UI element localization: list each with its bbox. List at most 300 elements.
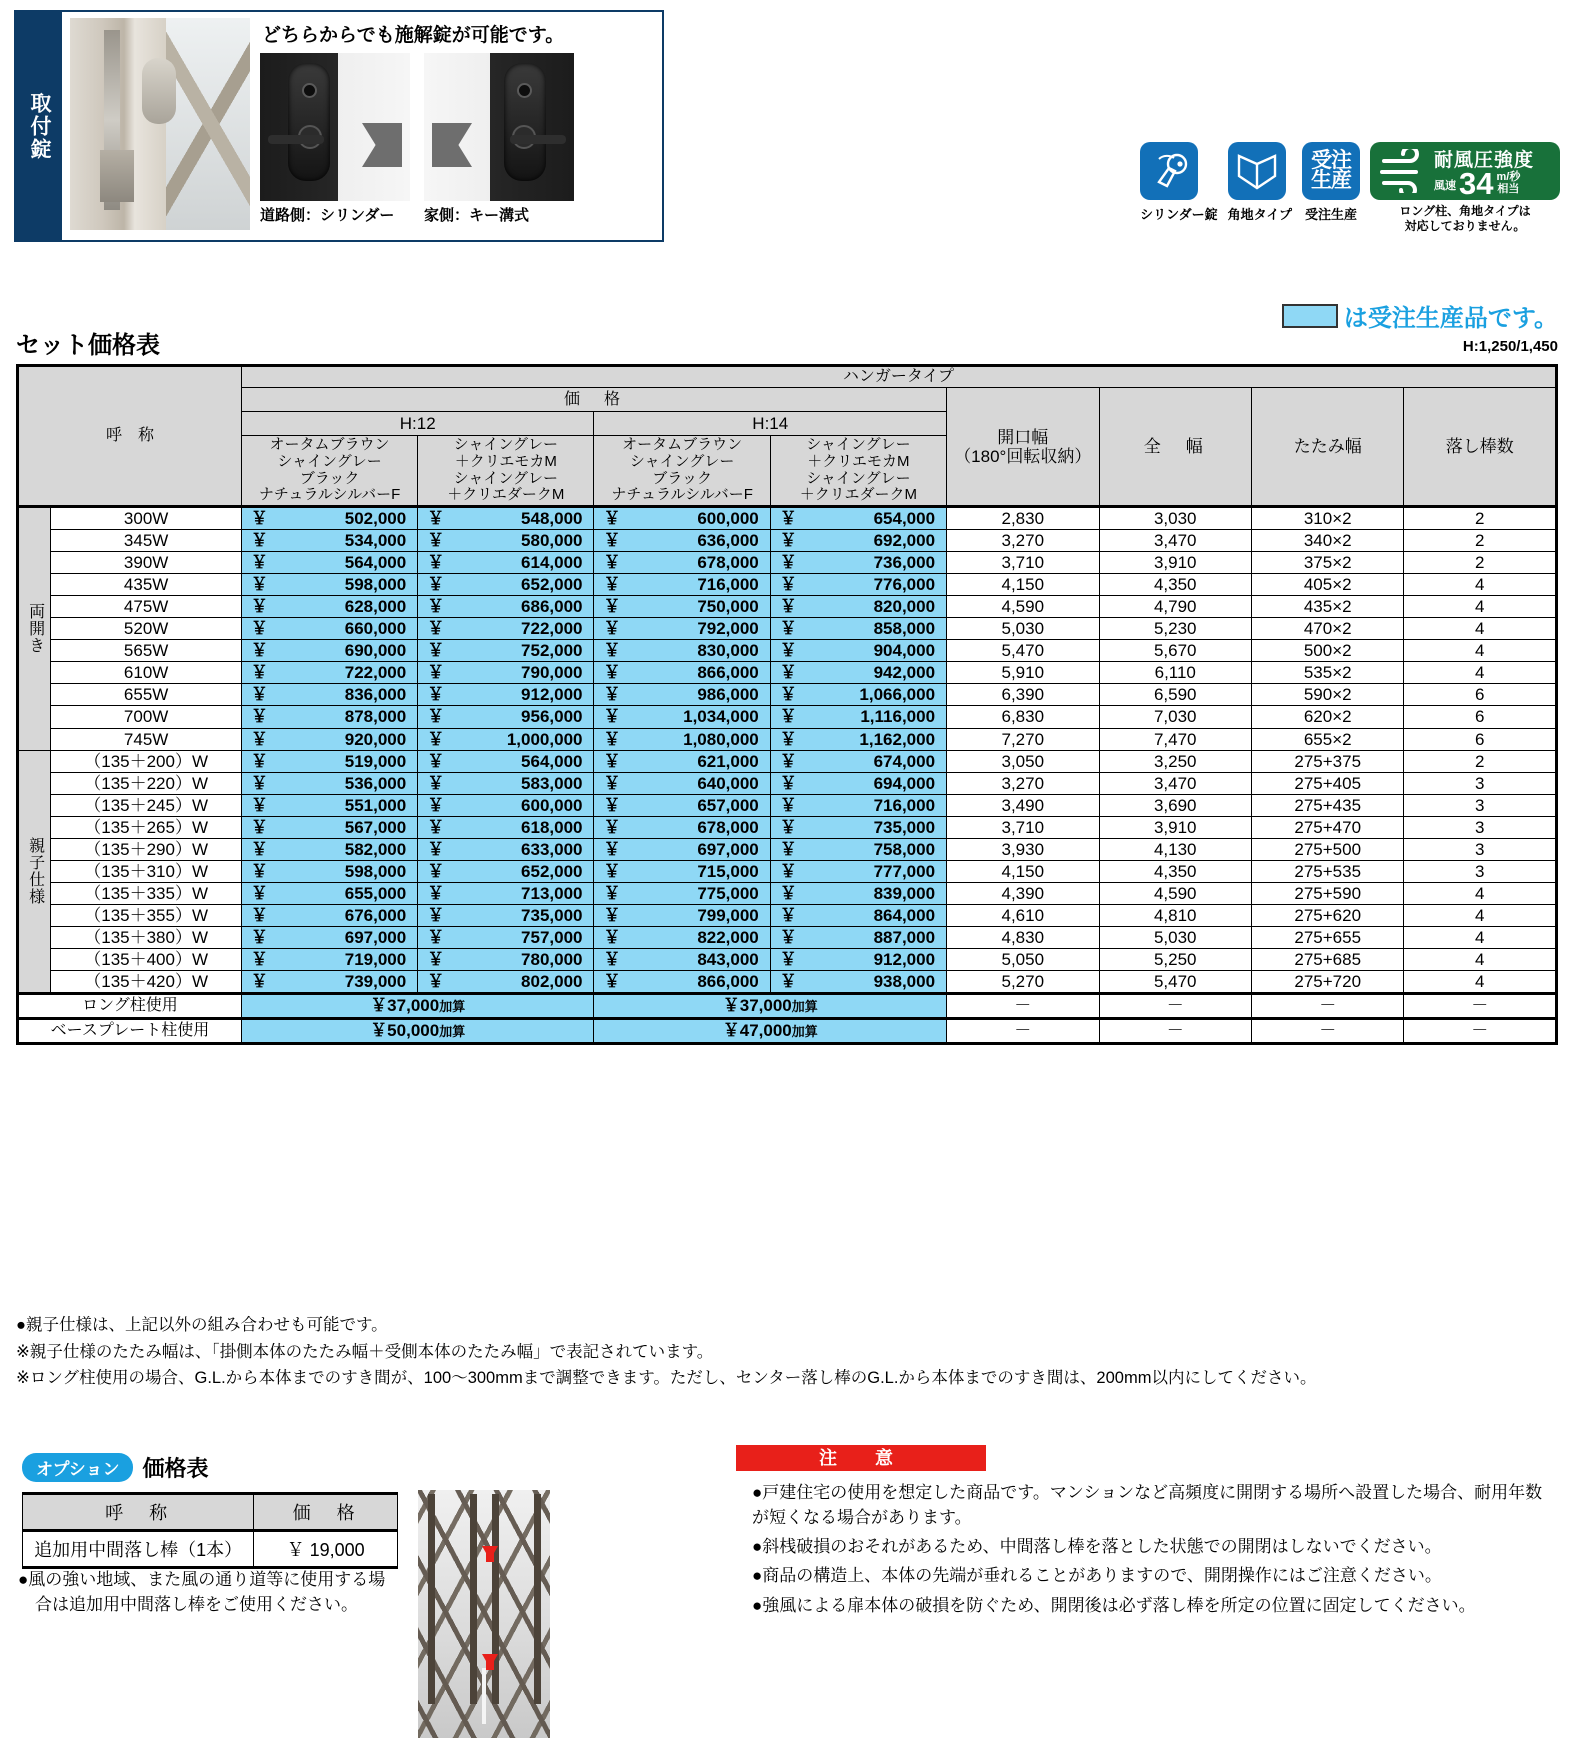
price-cell: ￥ 820,000 [770, 596, 946, 618]
table-row [18, 772, 1557, 794]
total-width-cell: 4,590 [1099, 882, 1251, 904]
opening-width-cell: 3,050 [947, 750, 1099, 772]
price-cell: ￥ 722,000 [241, 662, 417, 684]
fold-width-cell: 470×2 [1251, 618, 1403, 640]
price-cell: ￥ 652,000 [418, 574, 594, 596]
price-cell: ￥ 580,000 [418, 530, 594, 552]
price-cell: ￥ 660,000 [241, 618, 417, 640]
total-width-cell: 4,350 [1099, 860, 1251, 882]
row-name: （135＋200）W [51, 750, 242, 772]
option-row-price: ￥ 19,000 [254, 1531, 398, 1568]
price-cell: ￥ 715,000 [594, 860, 770, 882]
total-width-cell: 3,250 [1099, 750, 1251, 772]
legend-text: は受注生産品です。 [1343, 305, 1558, 332]
row-name: （135＋245）W [51, 794, 242, 816]
table-row [18, 640, 1557, 662]
table-row [18, 948, 1557, 970]
rod-count-cell: 3 [1404, 816, 1557, 838]
rod-count-cell: 6 [1404, 684, 1557, 706]
badge-corner-type [1228, 142, 1292, 223]
total-width-cell: 7,470 [1099, 728, 1251, 750]
wind-note-line2: 対応しておりません。 [1404, 219, 1526, 233]
extra-price-h14: ￥47,000加算 [594, 1018, 947, 1043]
row-name: 345W [51, 530, 242, 552]
table-row [18, 993, 1557, 1018]
wind-speed-value: 34 [1459, 165, 1494, 201]
extra-dash-cell: － [1404, 993, 1557, 1018]
warning-heading: 注 意 [736, 1445, 986, 1471]
total-width-cell: 4,350 [1099, 574, 1251, 596]
fold-width-cell: 275+435 [1251, 794, 1403, 816]
price-cell: ￥ 866,000 [594, 662, 770, 684]
price-cell: ￥ 598,000 [241, 574, 417, 596]
header-h12: H:12 [241, 412, 594, 436]
fold-width-cell: 620×2 [1251, 706, 1403, 728]
opening-width-cell: 4,590 [947, 596, 1099, 618]
rod-count-cell: 4 [1404, 662, 1557, 684]
warning-item: ●強風による扉本体の破損を防ぐため、開閉後は必ず落し棒を所定の位置に固定してください。 [752, 1595, 1476, 1615]
rod-count-cell: 2 [1404, 507, 1557, 530]
total-width-cell: 3,690 [1099, 794, 1251, 816]
price-cell: ￥ 1,034,000 [594, 706, 770, 728]
row-name: （135＋290）W [51, 838, 242, 860]
table-row [18, 684, 1557, 706]
price-cell: ￥ 802,000 [418, 970, 594, 993]
badge-made-to-order [1302, 142, 1360, 223]
opening-width-cell: 6,830 [947, 706, 1099, 728]
opening-width-cell: 3,930 [947, 838, 1099, 860]
extra-dash-cell: － [1099, 1018, 1251, 1043]
table-row [23, 1531, 398, 1568]
row-name: 435W [51, 574, 242, 596]
price-cell: ￥ 551,000 [241, 794, 417, 816]
price-cell: ￥ 956,000 [418, 706, 594, 728]
rod-count-cell: 2 [1404, 552, 1557, 574]
note-item: ※ロング柱使用の場合、G.L.から本体までのすき間が、100〜300mmまで調整できます。ただし、センター落し棒のG.L.から本体までのすき間は、200mm以内にしてください。 [16, 1369, 1317, 1388]
price-cell: ￥ 736,000 [770, 552, 946, 574]
extra-dash-cell: － [1404, 1018, 1557, 1043]
warning-list [736, 1480, 1556, 1622]
total-width-cell: 3,470 [1099, 772, 1251, 794]
table-row [18, 662, 1557, 684]
header-fold-width: たたみ幅 [1251, 388, 1403, 507]
price-cell: ￥ 519,000 [241, 750, 417, 772]
opening-width-cell: 4,150 [947, 860, 1099, 882]
price-cell: ￥ 776,000 [770, 574, 946, 596]
option-heading [22, 1452, 209, 1483]
rod-count-cell: 2 [1404, 530, 1557, 552]
price-cell: ￥ 864,000 [770, 904, 946, 926]
price-cell: ￥ 866,000 [594, 970, 770, 993]
lock-panel [14, 10, 664, 242]
page-title: セット価格表 [16, 332, 160, 359]
opening-width-cell: 5,910 [947, 662, 1099, 684]
price-cell: ￥ 1,162,000 [770, 728, 946, 750]
arrow-down-icon [482, 1654, 498, 1668]
header-rod-count: 落し棒数 [1404, 388, 1557, 507]
row-name: 565W [51, 640, 242, 662]
price-cell: ￥ 836,000 [241, 684, 417, 706]
header-color-b-h14: シャイングレー ＋クリエモカM シャイングレー ＋クリエダークM [770, 436, 946, 507]
extra-price-h12: ￥50,000加算 [241, 1018, 594, 1043]
price-cell: ￥ 564,000 [418, 750, 594, 772]
fold-width-cell: 275+685 [1251, 948, 1403, 970]
price-cell: ￥ 567,000 [241, 816, 417, 838]
price-cell: ￥ 887,000 [770, 926, 946, 948]
price-cell: ￥ 674,000 [770, 750, 946, 772]
header-opening-width: 開口幅 （180°回転収納） [947, 388, 1099, 507]
table-row [18, 596, 1557, 618]
header-hanger-type: ハンガータイプ [241, 366, 1556, 388]
price-cell: ￥ 843,000 [594, 948, 770, 970]
total-width-cell: 5,250 [1099, 948, 1251, 970]
price-cell: ￥ 777,000 [770, 860, 946, 882]
price-cell: ￥ 618,000 [418, 816, 594, 838]
table-row [18, 1018, 1557, 1043]
row-name: 390W [51, 552, 242, 574]
extra-dash-cell: － [1251, 1018, 1403, 1043]
fold-width-cell: 375×2 [1251, 552, 1403, 574]
price-cell: ￥ 690,000 [241, 640, 417, 662]
price-cell: ￥ 792,000 [594, 618, 770, 640]
price-cell: ￥ 686,000 [418, 596, 594, 618]
price-cell: ￥ 697,000 [594, 838, 770, 860]
price-cell: ￥ 548,000 [418, 507, 594, 530]
lock-caption-road: 道路側：シリンダー [260, 207, 395, 224]
option-note-line1: ●風の強い地域、また風の通り道等に使用する場 [18, 1570, 386, 1589]
extra-row-name: ベースプレート柱使用 [18, 1018, 242, 1043]
total-width-cell: 5,230 [1099, 618, 1251, 640]
made-to-order-glyph: 受注 生産 [1311, 149, 1351, 192]
header-name: 呼 称 [18, 366, 242, 507]
extra-dash-cell: － [947, 993, 1099, 1018]
rod-count-cell: 4 [1404, 596, 1557, 618]
lock-caption-home: 家側：キー溝式 [424, 207, 530, 224]
table-row [18, 728, 1557, 750]
table-header [18, 366, 1557, 507]
drop-rod-shape [482, 1668, 486, 1724]
extra-dash-cell: － [1251, 993, 1403, 1018]
price-cell: ￥ 1,116,000 [770, 706, 946, 728]
total-width-cell: 5,470 [1099, 970, 1251, 993]
price-cell: ￥ 878,000 [241, 706, 417, 728]
rod-count-cell: 6 [1404, 706, 1557, 728]
height-note: H:1,250/1,450 [1462, 338, 1558, 355]
row-name: （135＋400）W [51, 948, 242, 970]
price-cell: ￥ 676,000 [241, 904, 417, 926]
note-item: ●親子仕様は、上記以外の組み合わせも可能です。 [16, 1316, 388, 1334]
price-cell: ￥ 582,000 [241, 838, 417, 860]
price-cell: ￥ 780,000 [418, 948, 594, 970]
lock-photo-road [260, 53, 410, 201]
price-cell: ￥ 621,000 [594, 750, 770, 772]
price-cell: ￥ 1,080,000 [594, 728, 770, 750]
option-row-name: 追加用中間落し棒（1本） [23, 1531, 254, 1568]
lattice-shape [166, 18, 250, 230]
opening-width-cell: 5,050 [947, 948, 1099, 970]
price-cell: ￥ 697,000 [241, 926, 417, 948]
note-item: ※親子仕様のたたみ幅は、「掛側本体のたたみ幅＋受側本体のたたみ幅」で表記されています。 [16, 1342, 714, 1361]
row-name: 700W [51, 706, 242, 728]
set-price-table [16, 364, 1558, 1045]
total-width-cell: 3,470 [1099, 530, 1251, 552]
badge-label: 角地タイプ [1227, 207, 1292, 222]
feature-badges [1140, 142, 1560, 234]
row-name: （135＋220）W [51, 772, 242, 794]
row-name: 520W [51, 618, 242, 640]
fold-width-cell: 275+500 [1251, 838, 1403, 860]
price-cell: ￥ 628,000 [241, 596, 417, 618]
row-name: 610W [51, 662, 242, 684]
opening-width-cell: 3,710 [947, 816, 1099, 838]
opening-width-cell: 4,150 [947, 574, 1099, 596]
price-cell: ￥ 636,000 [594, 530, 770, 552]
price-cell: ￥ 912,000 [418, 684, 594, 706]
rod-count-cell: 3 [1404, 838, 1557, 860]
badge-wind-resistance [1370, 142, 1560, 234]
opening-width-cell: 3,490 [947, 794, 1099, 816]
opening-width-cell: 5,030 [947, 618, 1099, 640]
price-cell: ￥ 614,000 [418, 552, 594, 574]
price-cell: ￥ 735,000 [418, 904, 594, 926]
price-cell: ￥ 920,000 [241, 728, 417, 750]
price-cell: ￥ 654,000 [770, 507, 946, 530]
price-cell: ￥ 655,000 [241, 882, 417, 904]
lock-photo-installed [70, 18, 250, 230]
group-label-double-open: 両開き [18, 507, 51, 750]
rod-count-cell: 4 [1404, 948, 1557, 970]
total-width-cell: 5,670 [1099, 640, 1251, 662]
price-cell: ￥ 735,000 [770, 816, 946, 838]
fold-width-cell: 275+720 [1251, 970, 1403, 993]
row-name: 655W [51, 684, 242, 706]
option-note [18, 1568, 408, 1617]
price-cell: ￥ 752,000 [418, 640, 594, 662]
table-row [18, 507, 1557, 530]
price-cell: ￥ 822,000 [594, 926, 770, 948]
price-cell: ￥ 716,000 [770, 794, 946, 816]
total-width-cell: 4,810 [1099, 904, 1251, 926]
lock-home-side [424, 53, 574, 225]
price-cell: ￥ 858,000 [770, 618, 946, 640]
rod-count-cell: 4 [1404, 970, 1557, 993]
rod-count-cell: 4 [1404, 882, 1557, 904]
price-cell: ￥ 600,000 [418, 794, 594, 816]
table-body [18, 507, 1557, 1044]
option-title: 価格表 [142, 1456, 209, 1481]
price-cell: ￥ 799,000 [594, 904, 770, 926]
price-cell: ￥ 942,000 [770, 662, 946, 684]
fold-width-cell: 275+655 [1251, 926, 1403, 948]
option-pill: オプション [22, 1453, 133, 1482]
warning-item: ●斜桟破損のおそれがあるため、中間落し棒を落とした状態での開閉はしないでください。 [752, 1537, 1442, 1557]
opening-width-cell: 2,830 [947, 507, 1099, 530]
header-color-b-h12: シャイングレー ＋クリエモカM シャイングレー ＋クリエダークM [418, 436, 594, 507]
price-cell: ￥ 1,066,000 [770, 684, 946, 706]
header-color-a-h14: オータムブラウン シャイングレー ブラック ナチュラルシルバーF [594, 436, 770, 507]
price-cell: ￥ 564,000 [241, 552, 417, 574]
wind-unit-bottom: 相当 [1497, 182, 1520, 195]
price-cell: ￥ 716,000 [594, 574, 770, 596]
table-row [18, 574, 1557, 596]
price-cell: ￥ 938,000 [770, 970, 946, 993]
header-price-group: 価 格 [241, 388, 946, 412]
arrow-down-icon [482, 1546, 498, 1560]
wind-note-line1: ロング柱、角地タイプは [1399, 204, 1531, 218]
header-total-width: 全 幅 [1099, 388, 1251, 507]
total-width-cell: 3,030 [1099, 507, 1251, 530]
total-width-cell: 6,110 [1099, 662, 1251, 684]
price-cell: ￥ 657,000 [594, 794, 770, 816]
table-row [18, 860, 1557, 882]
total-width-cell: 5,030 [1099, 926, 1251, 948]
price-cell: ￥ 692,000 [770, 530, 946, 552]
lock-photo-home [424, 53, 574, 201]
row-name: （135＋355）W [51, 904, 242, 926]
rod-count-cell: 3 [1404, 772, 1557, 794]
option-price-table [22, 1492, 398, 1569]
opening-width-cell: 6,390 [947, 684, 1099, 706]
table-row [18, 926, 1557, 948]
price-cell: ￥ 750,000 [594, 596, 770, 618]
price-cell: ￥ 536,000 [241, 772, 417, 794]
total-width-cell: 7,030 [1099, 706, 1251, 728]
opening-width-cell: 7,270 [947, 728, 1099, 750]
badge-cylinder-lock [1140, 142, 1217, 223]
price-cell: ￥ 633,000 [418, 838, 594, 860]
price-cell: ￥ 678,000 [594, 816, 770, 838]
price-cell: ￥ 502,000 [241, 507, 417, 530]
extra-dash-cell: － [1099, 993, 1251, 1018]
fold-width-cell: 275+620 [1251, 904, 1403, 926]
rod-count-cell: 4 [1404, 574, 1557, 596]
opening-width-cell: 3,270 [947, 530, 1099, 552]
table-row [18, 838, 1557, 860]
price-cell: ￥ 1,000,000 [418, 728, 594, 750]
option-header-price: 価 格 [254, 1494, 398, 1531]
rod-count-cell: 4 [1404, 926, 1557, 948]
fold-width-cell: 275+405 [1251, 772, 1403, 794]
price-cell: ￥ 912,000 [770, 948, 946, 970]
table-row [18, 706, 1557, 728]
price-cell: ￥ 678,000 [594, 552, 770, 574]
rod-count-cell: 4 [1404, 640, 1557, 662]
opening-width-cell: 4,390 [947, 882, 1099, 904]
table-row [18, 552, 1557, 574]
table-row [18, 816, 1557, 838]
total-width-cell: 6,590 [1099, 684, 1251, 706]
fold-width-cell: 275+375 [1251, 750, 1403, 772]
price-cell: ￥ 739,000 [241, 970, 417, 993]
wind-title: 耐風圧強度 [1434, 149, 1535, 171]
top-section [0, 0, 1574, 250]
price-cell: ￥ 839,000 [770, 882, 946, 904]
price-cell: ￥ 904,000 [770, 640, 946, 662]
lock-road-side [260, 53, 410, 225]
option-header-name: 呼 称 [23, 1494, 254, 1531]
price-cell: ￥ 757,000 [418, 926, 594, 948]
fold-width-cell: 310×2 [1251, 507, 1403, 530]
price-cell: ￥ 694,000 [770, 772, 946, 794]
rod-count-cell: 2 [1404, 750, 1557, 772]
fold-width-cell: 405×2 [1251, 574, 1403, 596]
price-cell: ￥ 722,000 [418, 618, 594, 640]
table-notes [16, 1312, 1556, 1392]
fold-width-cell: 275+470 [1251, 816, 1403, 838]
opening-width-cell: 5,470 [947, 640, 1099, 662]
row-name: 745W [51, 728, 242, 750]
row-name: （135＋265）W [51, 816, 242, 838]
option-note-line2: 合は追加用中間落し棒をご使用ください。 [18, 1594, 358, 1614]
price-cell: ￥ 775,000 [594, 882, 770, 904]
fold-width-cell: 275+535 [1251, 860, 1403, 882]
wind-unit-top: m/秒 [1496, 171, 1521, 184]
price-cell: ￥ 583,000 [418, 772, 594, 794]
price-cell: ￥ 713,000 [418, 882, 594, 904]
total-width-cell: 3,910 [1099, 816, 1251, 838]
total-width-cell: 4,790 [1099, 596, 1251, 618]
header-color-a-h12: オータムブラウン シャイングレー ブラック ナチュラルシルバーF [241, 436, 417, 507]
fold-width-cell: 435×2 [1251, 596, 1403, 618]
rod-count-cell: 4 [1404, 904, 1557, 926]
wind-speed-label: 風速 [1434, 180, 1456, 193]
opening-width-cell: 4,610 [947, 904, 1099, 926]
wind-icon [1378, 149, 1428, 193]
legend-swatch [1282, 304, 1338, 328]
option-product-photo [418, 1490, 550, 1738]
rod-count-cell: 6 [1404, 728, 1557, 750]
table-row [18, 904, 1557, 926]
lock-panel-tab: 取付錠 [16, 12, 62, 240]
lock-bar-shape [100, 150, 134, 202]
warning-item: ●戸建住宅の使用を想定した商品です。マンションなど高頻度に開閉する場所へ設置した場合、耐用年数が短くなる場合があります。 [752, 1483, 1543, 1528]
fold-width-cell: 535×2 [1251, 662, 1403, 684]
badge-label: 受注生産 [1304, 207, 1357, 222]
fold-width-cell: 500×2 [1251, 640, 1403, 662]
table-row [18, 970, 1557, 993]
warning-item: ●商品の構造上、本体の先端が垂れることがありますので、開閉操作にはご注意ください。 [752, 1566, 1442, 1586]
row-name: 475W [51, 596, 242, 618]
price-cell: ￥ 758,000 [770, 838, 946, 860]
row-name: （135＋420）W [51, 970, 242, 993]
price-cell: ￥ 534,000 [241, 530, 417, 552]
row-name: （135＋380）W [51, 926, 242, 948]
price-cell: ￥ 719,000 [241, 948, 417, 970]
opening-width-cell: 3,270 [947, 772, 1099, 794]
price-cell: ￥ 986,000 [594, 684, 770, 706]
price-cell: ￥ 830,000 [594, 640, 770, 662]
price-cell: ￥ 600,000 [594, 507, 770, 530]
header-h14: H:14 [594, 412, 947, 436]
fold-width-cell: 275+590 [1251, 882, 1403, 904]
table-row [18, 750, 1557, 772]
extra-dash-cell: － [947, 1018, 1099, 1043]
price-cell: ￥ 652,000 [418, 860, 594, 882]
extra-price-h14: ￥37,000加算 [594, 993, 947, 1018]
badge-label: シリンダー錠 [1140, 207, 1218, 222]
row-name: （135＋335）W [51, 882, 242, 904]
extra-row-name: ロング柱使用 [18, 993, 242, 1018]
group-label-parent-child: 親子仕様 [18, 750, 51, 993]
price-cell: ￥ 598,000 [241, 860, 417, 882]
made-to-order-legend [1282, 298, 1558, 333]
opening-width-cell: 4,830 [947, 926, 1099, 948]
table-row [18, 882, 1557, 904]
price-cell: ￥ 790,000 [418, 662, 594, 684]
opening-width-cell: 5,270 [947, 970, 1099, 993]
cylinder-lock-icon [1140, 142, 1198, 200]
fold-width-cell: 590×2 [1251, 684, 1403, 706]
